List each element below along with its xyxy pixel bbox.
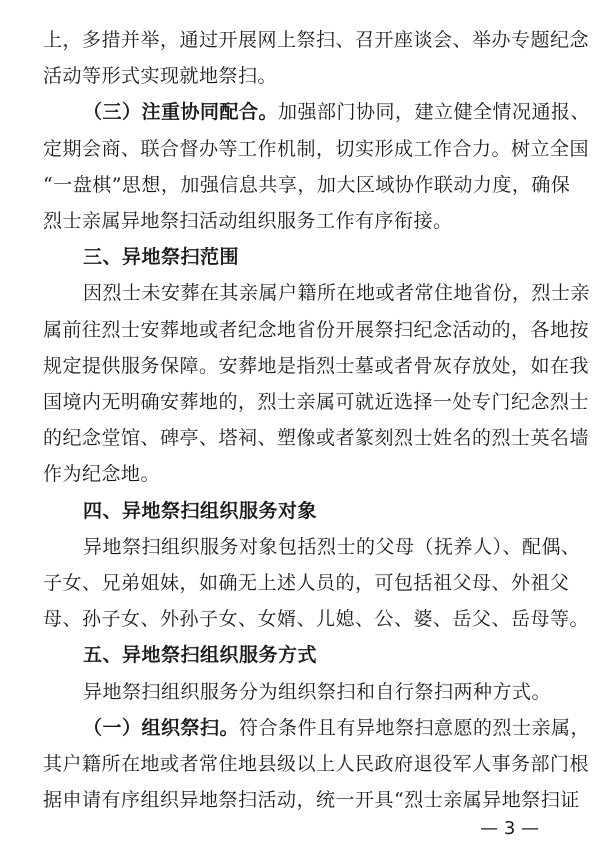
body-text-line: 活动等形式实现就地祭扫。 <box>43 65 278 87</box>
body-text-line: 上，多措并举，通过开展网上祭扫、召开座谈会、举办专题纪念 <box>43 29 590 51</box>
body-text-line: 子女、兄弟姐妹，如确无上述人员的，可包括祖父母、外祖父 <box>43 572 570 594</box>
body-text-line: “一盘棋”思想，加强信息共享，加大区域协作联动力度，确保 <box>43 174 571 196</box>
section-heading: 四、异地祭扫组织服务对象 <box>83 500 318 522</box>
body-text-line: 其户籍所在地或者常住地县级以上人民政府退役军人事务部门根 <box>43 753 590 775</box>
body-text-line: 属前往烈士安葬地或者纪念地省份开展祭扫纪念活动的，各地按 <box>43 319 590 341</box>
body-text-line: 定期会商、联合督办等工作机制，切实形成工作合力。树立全国 <box>43 138 590 160</box>
paragraph-line-with-heading <box>83 94 591 130</box>
body-text-line: 因烈士未安葬在其亲属户籍所在地或者常住地省份，烈士亲 <box>83 282 591 304</box>
body-text-line: 异地祭扫组织服务分为组织祭扫和自行祭扫两种方式。 <box>83 681 552 703</box>
body-text-line: 母、孙子女、外孙子女、女婿、儿媳、公、婆、岳父、岳母等。 <box>43 608 590 630</box>
inline-heading: （一）组织祭扫。 <box>83 717 240 739</box>
body-text-inline: 符合条件且有异地祭扫意愿的烈士亲属， <box>239 717 591 739</box>
body-text-line: 规定提供服务保障。安葬地是指烈士墓或者骨灰存放处，如在我 <box>43 355 590 377</box>
body-text-line: 异地祭扫组织服务对象包括烈士的父母（抚养人）、配偶、 <box>83 536 581 558</box>
paragraph-line-with-heading <box>83 710 591 746</box>
section-heading: 五、异地祭扫组织服务方式 <box>83 644 318 666</box>
body-text-line: 国境内无明确安葬地的，烈士亲属可就近选择一处专门纪念烈士 <box>43 391 590 413</box>
section-heading: 三、异地祭扫范围 <box>83 246 240 268</box>
body-text-line: 作为纪念地。 <box>43 463 161 485</box>
page-number: — 3 — <box>480 818 539 839</box>
inline-heading: （三）注重协同配合。 <box>83 101 279 123</box>
body-text-line: 烈士亲属异地祭扫活动组织服务工作有序衔接。 <box>43 210 453 232</box>
body-text-line: 据申请有序组织异地祭扫活动，统一开具“烈士亲属异地祭扫证 <box>43 789 580 811</box>
body-text-inline: 加强部门协同，建立健全情况通报、 <box>278 101 591 123</box>
body-text-line: 的纪念堂馆、碑亭、塔祠、塑像或者篆刻烈士姓名的烈士英名墙 <box>43 427 590 449</box>
